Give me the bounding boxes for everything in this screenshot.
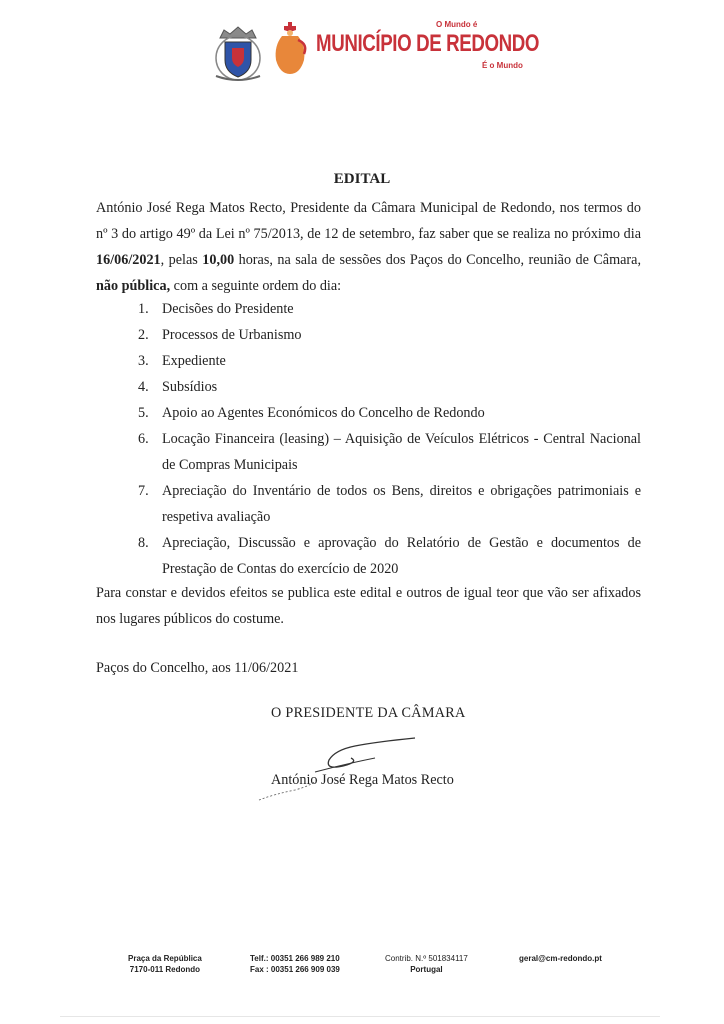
contributor-number: Contrib. N.º 501834117 — [385, 954, 468, 963]
agenda-item-text: Decisões do Presidente — [162, 301, 294, 317]
letterhead — [210, 20, 540, 80]
agenda-item — [128, 374, 641, 400]
intro-text-3: horas, na sala de sessões dos Paços do Concelho, reunião de Câmara, — [234, 252, 641, 268]
intro-text-4: com a seguinte ordem do dia: — [170, 278, 342, 294]
intro-paragraph — [96, 195, 641, 299]
address-line-1: Praça da República — [128, 954, 202, 963]
agenda-item-number: 2. — [138, 327, 149, 343]
agenda-item — [128, 322, 641, 348]
agenda-item-number: 3. — [138, 353, 149, 369]
fax-number: Fax : 00351 266 909 039 — [250, 965, 340, 974]
intro-text-1: António José Rega Matos Recto, Presidente da Câmara Municipal de Redondo, nos termos do nº 3 do artigo 49º da Lei nº 75/2013, de 12 de setembro, faz saber que se realiza no próximo dia — [96, 200, 641, 242]
bottom-divider — [60, 1016, 660, 1017]
meeting-time: 10,00 — [202, 252, 235, 268]
agenda-list — [128, 296, 641, 582]
brand-tagline-top: O Mundo é — [436, 20, 478, 29]
agenda-item — [128, 530, 641, 582]
meeting-type: não pública, — [96, 278, 171, 294]
agenda-item-number: 5. — [138, 405, 149, 421]
intro-text-2: , pelas — [160, 252, 203, 268]
address-line-2: 7170-011 Redondo — [129, 965, 201, 974]
president-name: António José Rega Matos Recto — [271, 772, 454, 788]
place-and-date: Paços do Concelho, aos 11/06/2021 — [96, 660, 299, 676]
brand-name: MUNICÍPIO DE REDONDO — [316, 30, 540, 57]
agenda-item — [128, 296, 641, 322]
agenda-item-text: Locação Financeira (leasing) – Aquisição de Veículos Elétricos - Central Nacional de Compras Municipais — [162, 431, 641, 473]
handwritten-signature — [255, 730, 425, 805]
municipal-crest-icon — [210, 24, 266, 84]
agenda-item-text: Processos de Urbanismo — [162, 327, 302, 343]
phone-number: Telf.: 00351 266 989 210 — [250, 954, 340, 963]
agenda-item — [128, 426, 641, 478]
agenda-item-text: Subsídios — [162, 379, 218, 395]
closing-paragraph: Para constar e devidos efeitos se publica este edital e outros de igual teor que vão ser afixados nos lugares públicos do costume. — [96, 585, 641, 627]
agenda-item-text: Apoio ao Agentes Económicos do Concelho de Redondo — [162, 405, 485, 421]
country: Portugal — [410, 965, 443, 974]
pottery-jug-icon — [272, 20, 308, 76]
footer-address — [128, 953, 202, 975]
agenda-item-text: Apreciação, Discussão e aprovação do Relatório de Gestão e documentos de Prestação de Contas do exercício de 2020 — [162, 535, 641, 577]
brand-tagline-bottom: É o Mundo — [482, 61, 523, 70]
agenda-item-text: Expediente — [162, 353, 226, 369]
meeting-date: 16/06/2021 — [96, 252, 161, 268]
agenda-item-number: 6. — [138, 431, 149, 447]
agenda-item — [128, 400, 641, 426]
footer-phones — [250, 953, 340, 975]
footer-tax-id — [385, 953, 468, 975]
agenda-item-number: 7. — [138, 483, 149, 499]
agenda-item-number: 8. — [138, 535, 149, 551]
agenda-item-number: 1. — [138, 301, 149, 317]
agenda-item-text: Apreciação do Inventário de todos os Bens, direitos e obrigações patrimoniais e respetiva avaliação — [162, 483, 641, 525]
footer-email[interactable]: geral@cm-redondo.pt — [519, 954, 602, 963]
agenda-item — [128, 348, 641, 374]
president-title: O PRESIDENTE DA CÂMARA — [271, 705, 466, 721]
document-title: EDITAL — [333, 171, 391, 187]
agenda-item — [128, 478, 641, 530]
agenda-item-number: 4. — [138, 379, 149, 395]
